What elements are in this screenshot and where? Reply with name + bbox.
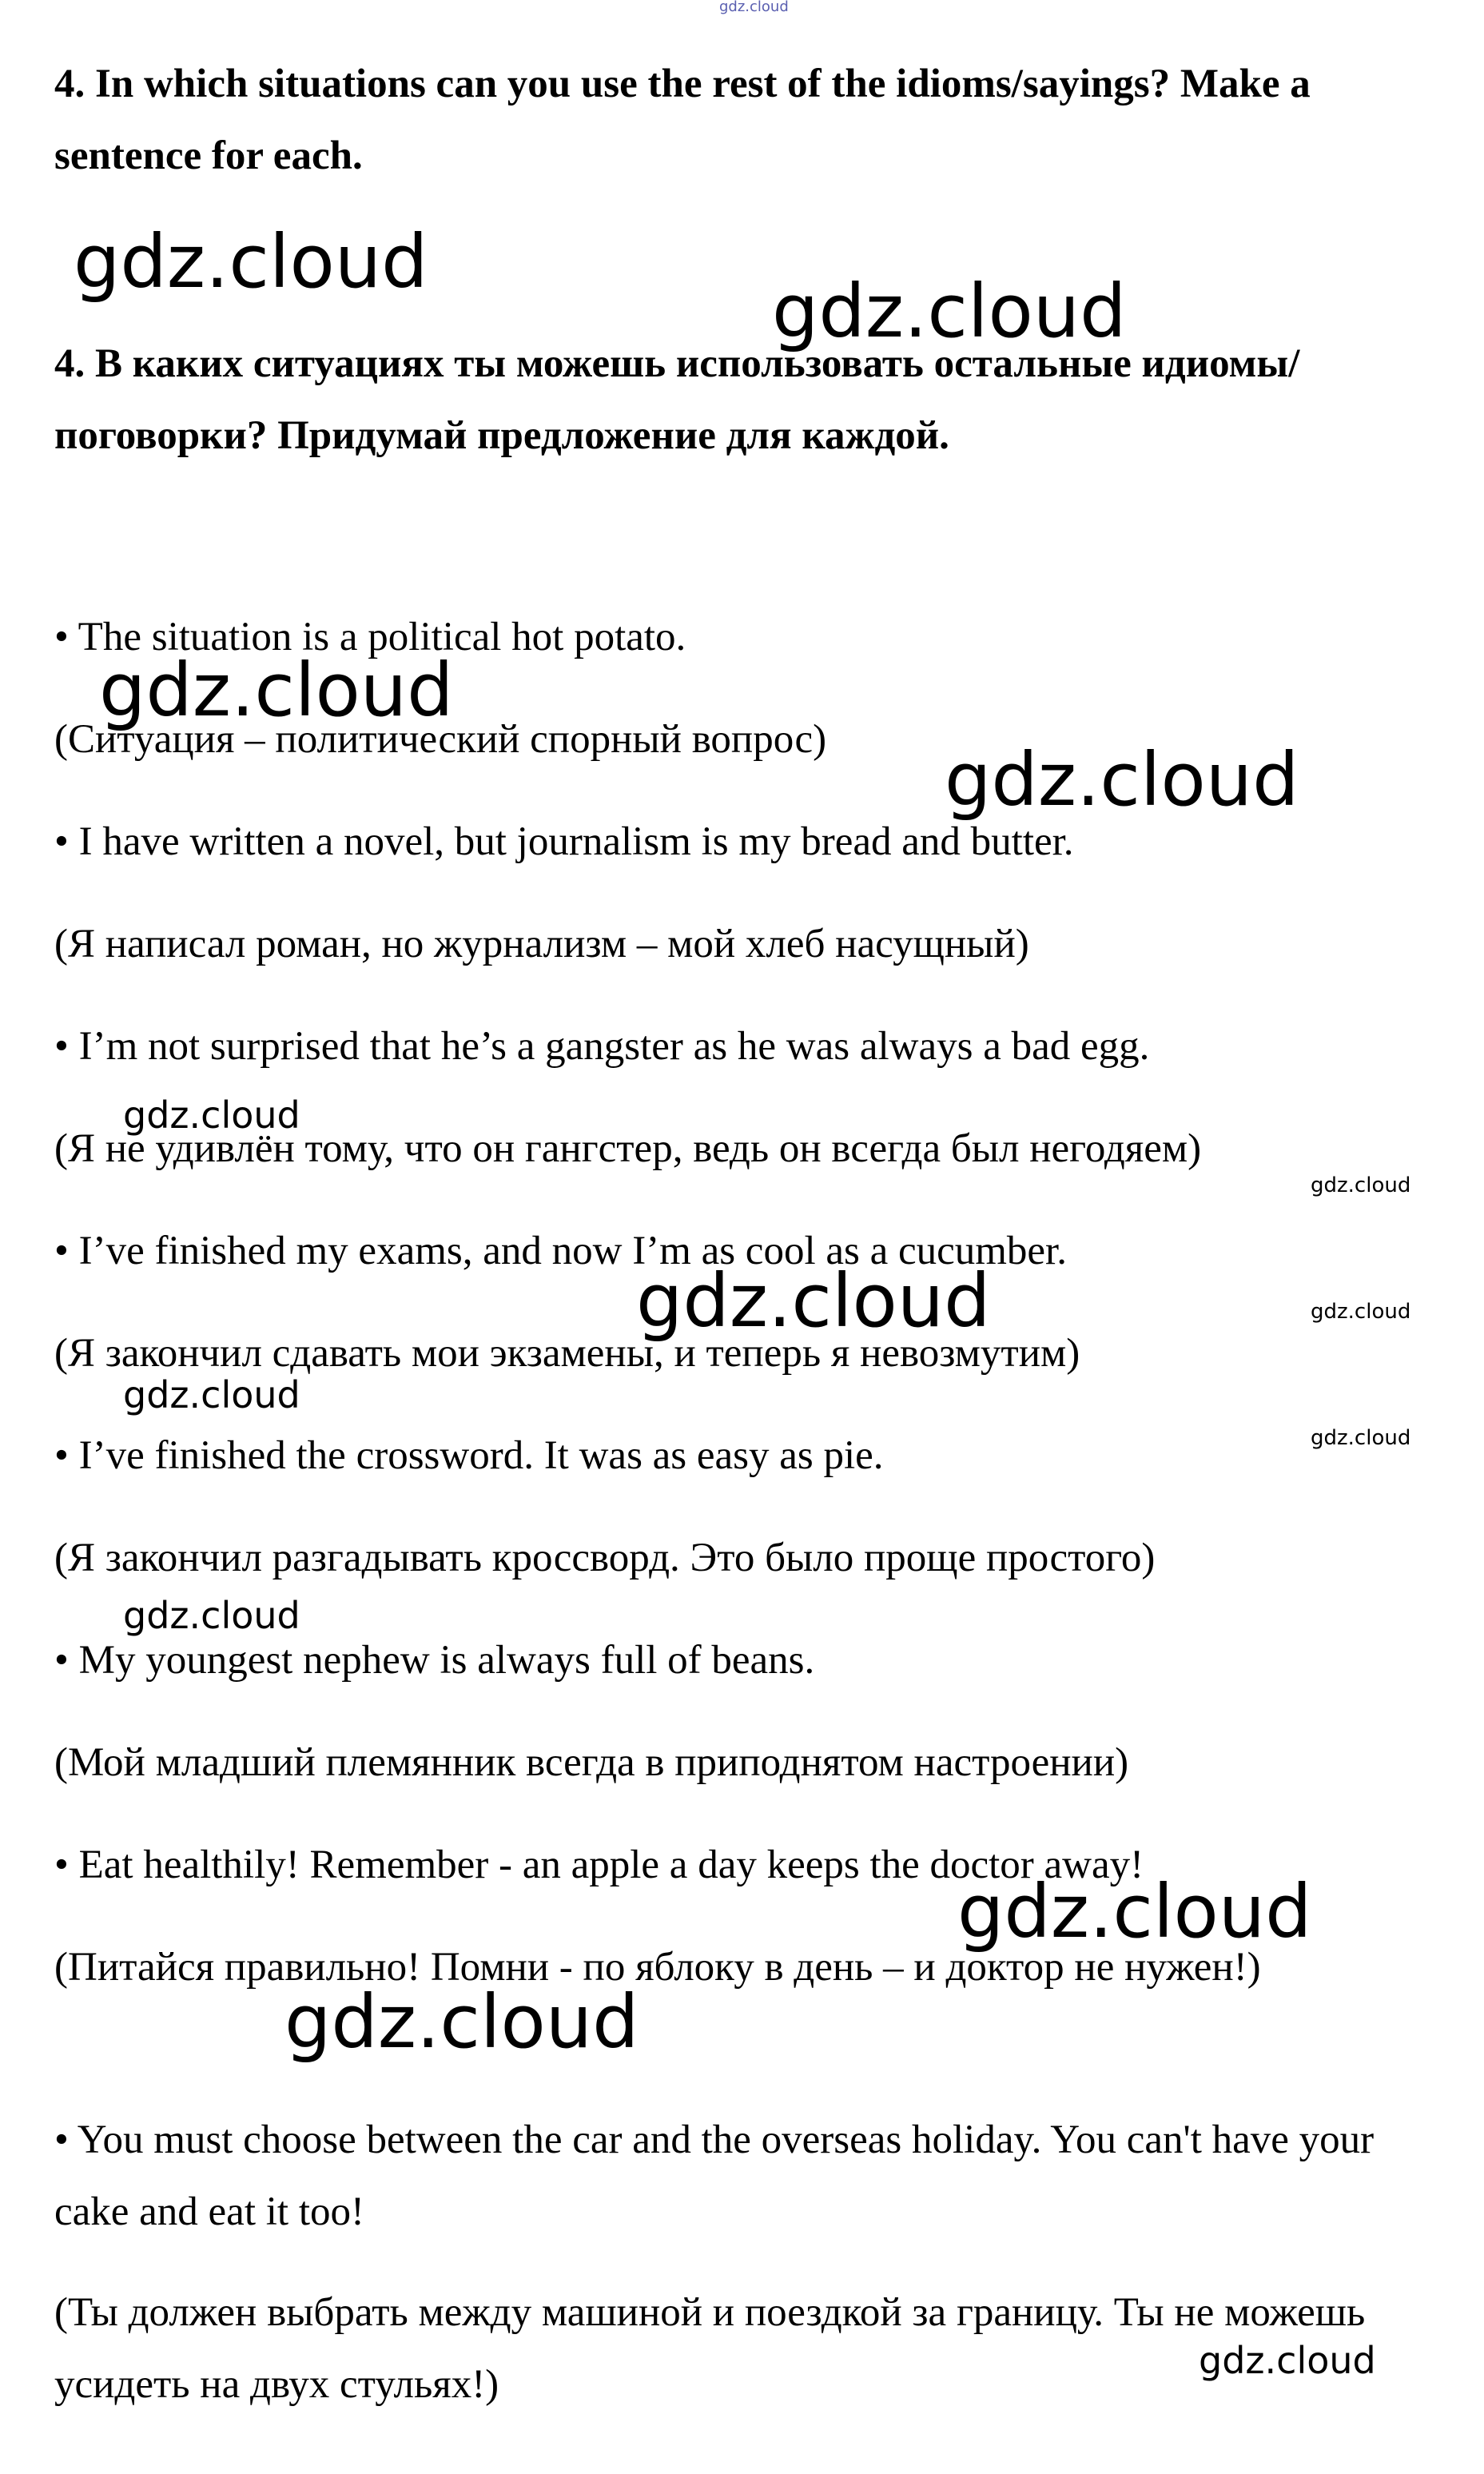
sentence-russian: (Мой младший племянник всегда в приподнятом настроении) xyxy=(54,1740,1129,1785)
watermark-top: gdz.cloud xyxy=(719,0,789,15)
watermark: gdz.cloud xyxy=(284,1979,639,2065)
sentence-russian: (Я не удивлён тому, что он гангстер, ведь он всегда был негодяем) xyxy=(54,1126,1202,1171)
watermark: gdz.cloud xyxy=(1199,2339,1376,2382)
sentence-english: • Eat healthily! Remember - an apple a day keeps the doctor away! xyxy=(54,1843,1144,1887)
watermark: gdz.cloud xyxy=(123,1094,300,1137)
watermark: gdz.cloud xyxy=(1311,1173,1411,1197)
watermark: gdz.cloud xyxy=(123,1594,300,1637)
watermark: gdz.cloud xyxy=(636,1258,991,1344)
sentence-russian: (Я закончил разгадывать кроссворд. Это было проще простого) xyxy=(54,1536,1156,1580)
sentence-russian: (Я закончил сдавать мои экзамены, и теперь я невозмутим) xyxy=(54,1331,1080,1376)
sentence-english: • The situation is a political hot potato. xyxy=(54,615,686,659)
sentence-russian: (Питайся правильно! Помни - по яблоку в день – и доктор не нужен!) xyxy=(54,1945,1261,1990)
sentence-russian: (Ситуация – политический спорный вопрос) xyxy=(54,717,827,762)
sentence-english: • My youngest nephew is always full of beans. xyxy=(54,1638,815,1683)
watermark: gdz.cloud xyxy=(1311,1300,1411,1324)
watermark: gdz.cloud xyxy=(99,647,454,733)
sentence-english: • You must choose between the car and the overseas holiday. You can't have your cake and eat it too! xyxy=(54,2117,1375,2234)
watermark: gdz.cloud xyxy=(123,1373,300,1416)
sentence-russian: (Я написал роман, но журнализм – мой хлеб насущный) xyxy=(54,922,1029,966)
task-heading-english: 4. In which situations can you use the rest of the idioms/sayings? Make a sentence for each. xyxy=(54,62,1311,178)
sentence-russian: (Ты должен выбрать между машиной и поездкой за границу. Ты не можешь усидеть на двух стульях!) xyxy=(54,2290,1366,2407)
watermark: gdz.cloud xyxy=(74,219,428,305)
watermark: gdz.cloud xyxy=(772,269,1127,354)
sentence-english: • I’ve finished my exams, and now I’m as cool as a cucumber. xyxy=(54,1229,1067,1273)
watermark: gdz.cloud xyxy=(945,737,1299,823)
task-heading-russian: 4. В каких ситуациях ты можешь использовать остальные идиомы/поговорки? Придумай предложение для каждой. xyxy=(54,341,1300,458)
sentence-english: • I have written a novel, but journalism is my bread and butter. xyxy=(54,819,1074,864)
sentence-english: • I’ve finished the crossword. It was as easy as pie. xyxy=(54,1433,884,1478)
watermark: gdz.cloud xyxy=(957,1869,1312,1954)
sentence-english: • I’m not surprised that he’s a gangster as he was always a bad egg. xyxy=(54,1024,1150,1069)
watermark: gdz.cloud xyxy=(1311,1426,1411,1450)
